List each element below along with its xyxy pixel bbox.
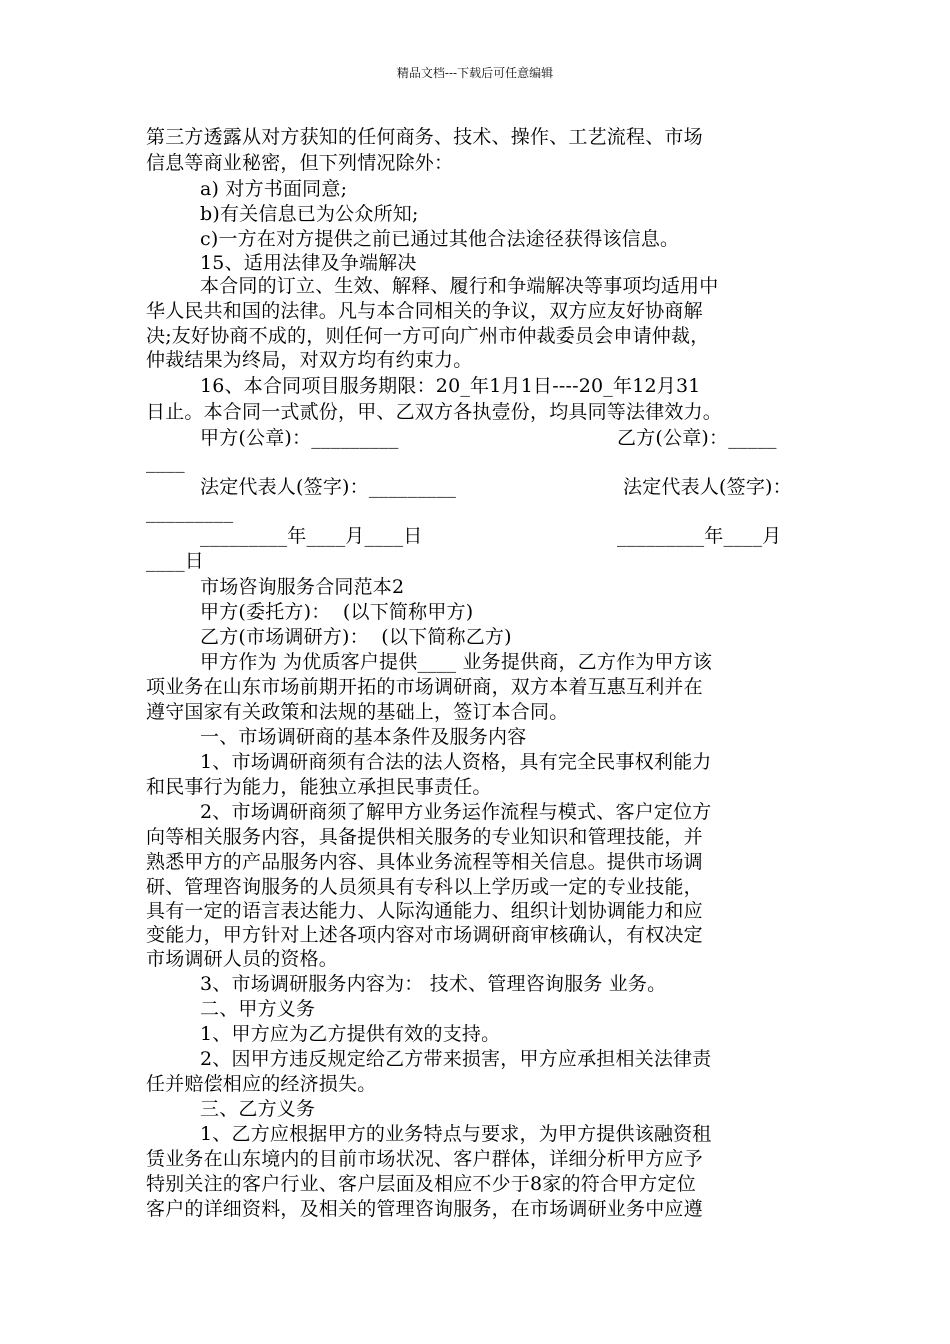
paragraph-line: 仲裁结果为终局，对双方均有约束力。 [146,349,473,371]
paragraph-line: 1、乙方应根据甲方的业务特点与要求，为甲方提供该融资租 [200,1123,712,1145]
paragraph-line: 熟悉甲方的产品服务内容、具体业务流程等相关信息。提供市场调 [146,851,703,873]
party-b-seal-label: 乙方(公章)：_____ [617,427,777,449]
party-b-date: _________年____月 [617,525,782,547]
paragraph-line: 研、管理咨询服务的人员须具有专科以上学历或一定的专业技能， [146,876,703,898]
section-heading: 二、甲方义务 [200,998,316,1020]
party-a-line: 甲方(委托方)： (以下简称甲方) [200,601,474,623]
paragraph-line: 2、因甲方违反规定给乙方带来损害，甲方应承担相关法律责 [200,1048,712,1070]
paragraph-line: 16、本合同项目服务期限：20_年1月1日----20_年12月31 [200,375,701,397]
document-title: 市场咨询服务合同范本2 [200,576,405,598]
paragraph-line: 具有一定的语言表达能力、人际沟通能力、组织计划协调能力和应 [146,900,703,922]
paragraph-line: 2、市场调研商须了解甲方业务运作流程与模式、客户定位方 [200,801,712,823]
paragraph-line: 甲方作为 为优质客户提供____ 业务提供商，乙方作为甲方该 [200,651,713,673]
paragraph-line: 项业务在山东市场前期开拓的市场调研商，双方本着互惠互利并在 [146,676,703,698]
paragraph-line: 和民事行为能力，能独立承担民事责任。 [146,776,492,798]
section-heading: 一、市场调研商的基本条件及服务内容 [200,726,527,748]
section-heading: 三、乙方义务 [200,1098,316,1120]
list-item-b: b)有关信息已为公众所知; [200,203,419,225]
paragraph-line: 日止。本合同一式贰份，甲、乙双方各执壹份，均具同等法律效力。 [146,401,723,423]
signature-date-continuation: ____日 [146,550,205,572]
paragraph-line: 信息等商业秘密，但下列情况除外： [146,152,454,174]
paragraph-line: 本合同的订立、生效、解释、履行和争端解决等事项均适用中 [200,275,719,297]
paragraph-line: 华人民共和国的法律。凡与本合同相关的争议，双方应友好协商解 [146,300,703,322]
paragraph-line: 第三方透露从对方获知的任何商务、技术、操作、工艺流程、市场 [146,126,703,148]
paragraph-line: 决;友好协商不成的，则任何一方可向广州市仲裁委员会申请仲裁， [146,325,710,347]
list-item-a: a) 对方书面同意; [200,178,348,200]
party-b-representative: 法定代表人(签字)： [623,476,792,498]
paragraph-line: 变能力，甲方针对上述各项内容对市场调研商审核确认，有权决定 [146,924,703,946]
list-item-c: c)一方在对方提供之前已通过其他合法途径获得该信息。 [200,228,680,250]
paragraph-line: 3、市场调研服务内容为： 技术、管理咨询服务 业务。 [200,973,667,995]
signature-row-date [200,523,826,549]
party-b-line: 乙方(市场调研方)： (以下简称乙方) [200,626,512,648]
paragraph-line: 向等相关服务内容，具备提供相关服务的专业知识和管理技能，并 [146,826,703,848]
paragraph-line: 遵守国家有关政策和法规的基础上，签订本合同。 [146,701,569,723]
paragraph-line: 客户的详细资料，及相关的管理咨询服务，在市场调研业务中应遵 [146,1198,703,1220]
paragraph-line: 1、市场调研商须有合法的法人资格，具有完全民事权利能力 [200,751,712,773]
party-a-representative: 法定代表人(签字)：_________ [200,476,457,498]
signature-row-seal [200,425,826,451]
paragraph-line: 赁业务在山东境内的目前市场状况、客户群体，详细分析甲方应予 [146,1148,703,1170]
paragraph-line: 1、甲方应为乙方提供有效的支持。 [200,1023,501,1045]
section-heading: 15、适用法律及争端解决 [200,252,417,274]
signature-rep-continuation: _________ [146,501,234,523]
paragraph-line: 市场调研人员的资格。 [146,948,339,970]
party-a-seal-label: 甲方(公章)：_________ [200,427,399,449]
signature-seal-continuation: ____ [146,451,185,473]
paragraph-line: 特别关注的客户行业、客户层面及相应不少于8家的符合甲方定位 [146,1173,696,1195]
paragraph-line: 任并赔偿相应的经济损失。 [146,1073,377,1095]
page-header: 精品文档---下载后可任意编辑 [396,66,554,80]
party-a-date: _________年____月____日 [200,525,423,547]
signature-row-rep [200,474,826,500]
